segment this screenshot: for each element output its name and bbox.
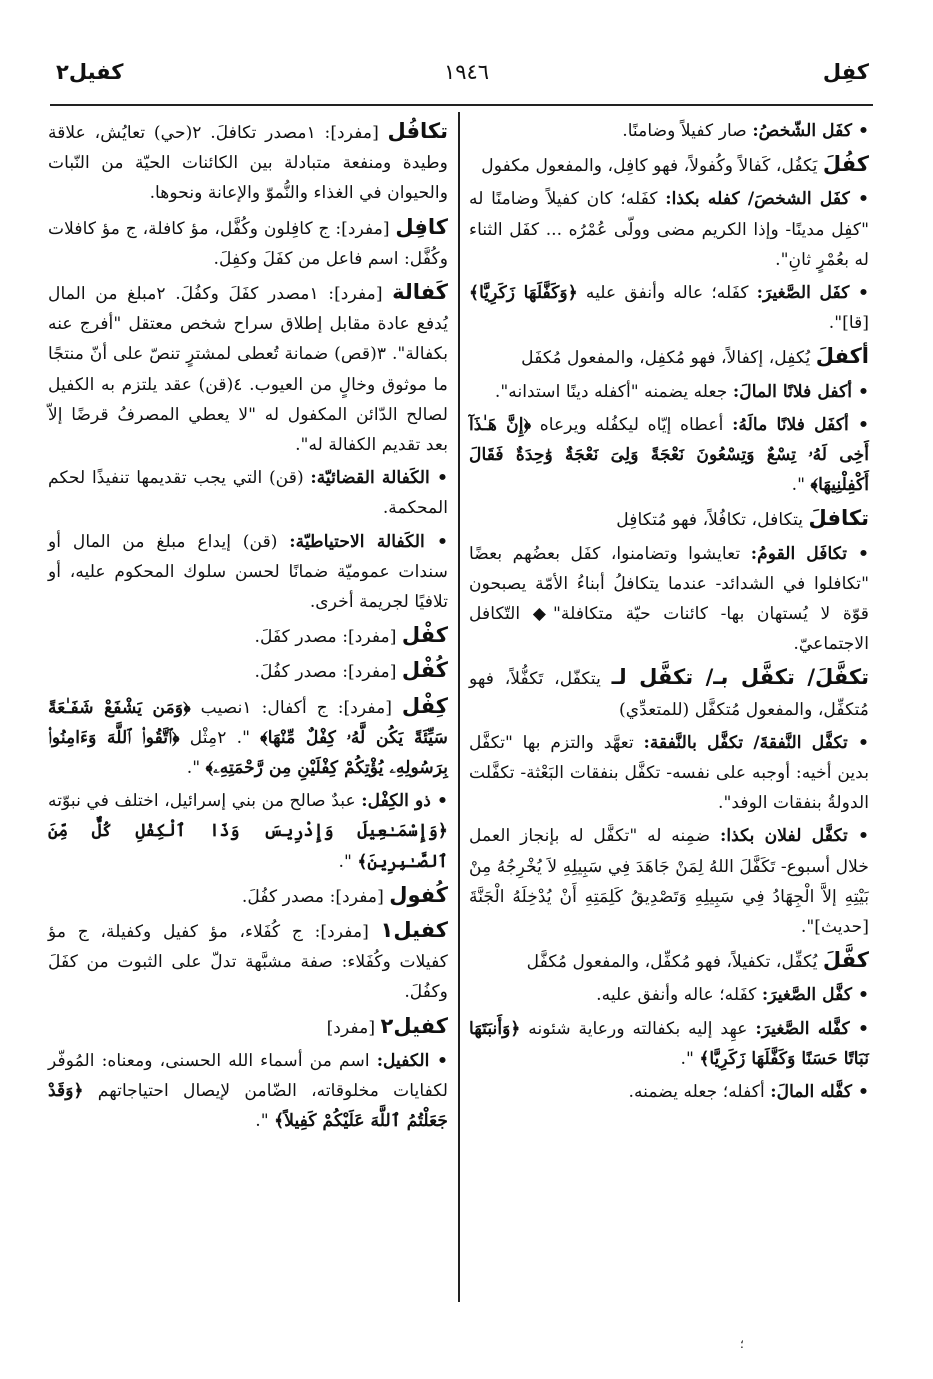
definition-text: ضمِنه له "تكفَّل له بإنجاز العمل خلال أسبوع- تَكَفَّلَ اللهُ لِمَنْ جَاهَدَ فِي سَبِيلِهِ لاَ يُخْرِجُهُ مِنْ بَيْتِهِ إلاَّ الْجِهَادُ فِي سَبِيلِهِ وَتَصْدِيقُ كَلِمَتِهِ أَنْ يُدْخِلَهُ الْجَنَّةَ [حديث]". (469, 826, 869, 938)
headword: تكافُل (387, 119, 448, 143)
entry-tail: ". (338, 851, 352, 872)
quran-quote: ﴿وَأَنبَتَهَا نَبَاتًا حَسَنًا وَكَفَّلَهَا زَكَرِيَّا﴾ (469, 1018, 869, 1069)
quran-quote: ﴿ٱتَّقُوا۟ ٱللَّهَ وَءَامِنُوا۟ بِرَسُولِهِۦ يُؤْتِكُمْ كِفْلَيْنِ مِن رَّحْمَتِهِۦ﴾ (48, 727, 448, 779)
subentry-term: • أكفَل فلانًا مالَهُ: (732, 414, 869, 435)
subentry-term: • كفَّل الصَّغيرَ: (761, 985, 869, 1006)
dictionary-entry (469, 1014, 869, 1074)
subentry-term: • الكفيل: (376, 1050, 448, 1071)
entry-tail: ". ٢مِثْل (179, 727, 250, 748)
subentry-term: • تكفَّل لفلان بكذا: (719, 826, 869, 847)
dictionary-entry (48, 620, 448, 652)
dictionary-entry (48, 1011, 448, 1043)
quran-quote: ﴿إِنَّ هَـٰذَآ أَخِى لَهُۥ تِسْعٌ وَتِسْعُونَ نَعْجَةً وَلِىَ نَعْجَةٌ وَٰحِدَةٌ فَقَالَ أَكْفِلْنِيهَا﴾ (469, 414, 869, 496)
definition-text: كفَله؛ عاله وأنفق عليه (577, 283, 757, 304)
headword: تكافلَ (808, 506, 869, 531)
definition-text: تعهَّد والتزم بها "تكفَّل بدين أخيه: أوجبه على نفسه- تكفَّل بنفقات البَعْثة- تكفَّلت الدولةُ بنفقات الوفد". (469, 732, 869, 814)
definition-text: صار كفيلاً وضامنًا. (622, 121, 753, 141)
dictionary-entry (48, 116, 448, 209)
definition-text: [مفرد]: ج كُفَلاء، مؤ كفيل وكفيلة، ج مؤ كفيلات وكُفَلاء: صفة مشبَّهة تدلّ على الثبوت من كفَلَ وكفُلَ. (48, 922, 448, 1003)
subentry-term: • تكفَّل النَّفقةَ/ تكفَّل بالنَّفقة: (643, 732, 869, 753)
definition-text: عبدٌ صالح من بني إسرائيل، اختلف في نبوّته (48, 791, 362, 812)
dictionary-entry (48, 527, 448, 618)
dictionary-entry (469, 410, 869, 501)
definition-text: [مفرد]: مصدر كفَلَ. (254, 627, 402, 648)
entry-tail: [قا]". (828, 313, 869, 334)
dictionary-entry (469, 821, 869, 942)
header-guide-word-right: كفِل (822, 60, 869, 84)
dictionary-entry (469, 184, 869, 275)
headword: كفيل٢ (380, 1013, 448, 1038)
dictionary-entry (469, 1077, 869, 1107)
dictionary-entry (48, 655, 448, 687)
subentry-term: • أكفل فلانًا المالَ: (732, 381, 869, 402)
dictionary-entry (48, 786, 448, 877)
subentry-term: • تكافَل القومُ: (750, 543, 870, 564)
dictionary-entry (469, 377, 869, 407)
definition-text: يُكفِل، إكفالاً، فهو مُكفِل، والمفعول مُكفَل (521, 348, 816, 369)
dictionary-entry (469, 980, 869, 1010)
subentry-term: • كفَل الشخصَ/ كفله بكذا: (665, 189, 869, 210)
headword: كفيل١ (380, 918, 448, 943)
definition-text: [مفرد]: مصدر كفُلَ. (241, 886, 390, 907)
definition-text: يَكفُل، كَفالاً وكُفولاً، فهو كافِل، والمفعول مكفول (481, 156, 823, 177)
dictionary-entry (48, 463, 448, 523)
headword: كُفول (389, 882, 448, 907)
dictionary-entry (469, 728, 869, 819)
definition-text: [مفرد]: ١مصدر تكافلَ. ٢(حي) تعايُش، علاقة وطيدة ومنفعة متبادلة بين الكائنات الحيّة من النّبات والحيوان في الغذاء والنُّموّ والإعانة ونحوها. (48, 123, 448, 204)
footer-mark: ؛ (740, 1337, 744, 1351)
headword: تكفَّلَ/ تكفَّل بـ/ تكفَّل لـ (611, 665, 870, 690)
dictionary-entry (469, 341, 869, 373)
dictionary-entry (48, 691, 448, 784)
definition-text: (قن) التي يجب تقديمها تنفيذًا لحكم المحكمة. (48, 468, 448, 519)
definition-text: تعايشوا وتضامنوا، كفَل بعضُهم بعضًا "تكافلوا في الشدائد- عندما يتكافلُ أبناءُ الأمّة يصبحون قوّة لا يُستهان بها- كائنات حيّة متكافلة"◆ التّكافل الاجتماعيّ. (469, 543, 869, 655)
dictionary-entry (469, 503, 869, 535)
definition-text: عهِد إليه بكفالته ورعاية شئونه (520, 1018, 756, 1039)
right-column (469, 116, 869, 1110)
quran-quote: ﴿وَكَفَّلَهَا زَكَرِيَّا﴾ (469, 283, 578, 304)
headword: كافِل (395, 214, 448, 239)
subentry-term: • كفَل الشّخصُ: (752, 121, 869, 141)
definition-text: (قن) إيداع مبلغ من المال أو سندات عموميّة ضمانًا لحسن سلوك المحكوم عليه، أو تلافيًا لجريمة أخرى. (48, 531, 448, 613)
dictionary-entry (469, 539, 869, 660)
dictionary-entry (469, 662, 869, 724)
subentry-term: • ذو الكِفْل: (361, 791, 448, 812)
quran-quote: ﴿وَمَن يَشْفَعْ شَفَـٰعَةً سَيِّئَةً يَكُن لَّهُۥ كِفْلٌ مِّنْهَا﴾ (48, 697, 448, 748)
entry-tail: ". (791, 475, 806, 496)
dictionary-entry (469, 278, 869, 338)
headword: كُفْل (401, 658, 448, 683)
headword: كفَّلَ (822, 948, 869, 973)
dictionary-entry (48, 212, 448, 274)
definition-text: [مفرد]: ج كافِلون وكُفَّل، مؤ كافلة، ج مؤ كافلات وكُفَّل: اسم فاعل من كفَلَ وكفِلَ. (48, 218, 448, 269)
definition-text: كفَله؛ كان كفيلاً وضامنًا له "كفِل مدينًا- وإذا الكريم مضى وولّى عُمْرُه ... كفَل الثناء له بعُمْرٍ ثانِ". (469, 189, 869, 270)
page-number: ١٩٤٦ (443, 60, 490, 84)
subentry-term: • الكَفالة القضائيّة: (310, 468, 449, 489)
column-divider (458, 112, 460, 1302)
headword: كفُلَ (822, 152, 869, 177)
header-guide-word-left: كفيل٢ (56, 60, 124, 84)
subentry-term: • كفَّله المالَ: (770, 1082, 869, 1103)
definition-text: كفَله؛ عاله وأنفق عليه. (596, 985, 762, 1006)
definition-text: جعله يضمنه "أكفله دينًا استدانه". (494, 381, 733, 402)
quran-quote: ﴿وَإِسْمَـٰعِيلَ وَإِدْرِيسَ وَذَا ٱلْكِفْلِ كُلٌّ مِّنَ ٱلصَّـٰبِرِينَ﴾ (48, 821, 448, 872)
definition-text: [مفرد]: ١مصدر كفَلَ وكفُلَ. ٢مبلغ من المال يُدفع عادة مقابل إطلاق سراح شخص معتقل "أفرج عنه بكفالة". ٣(قص) ضمانة تُعطى لمشترٍ تنصّ على أنّ منتجًا ما موثوق وخالٍ من العيوب. ٤(قن) عقد يلتزم به الكفيل لصالح الدّائن المكفول له "لا يعطي المصرفُ قرضًا إلاّ بعد تقديم الكفالة له". (48, 284, 448, 456)
left-column (48, 116, 448, 1140)
definition-text: يتكفّل، تَكفُّلاً، فهو مُتكفِّل، والمفعول مُتكفَّل (للمتعدِّي) (469, 669, 869, 720)
definition-text: اسم من أسماء الله الحسنى، ومعناه: المُوفّر لكفايات مخلوقاته، الضّامن لإيصال احتياجاتهم (48, 1050, 448, 1102)
definition-text: أعطاه إيّاه ليكفُله ويرعاه (531, 414, 733, 435)
definition-text: يتكافل، تكافُلاً، فهو مُتكافِل (616, 510, 809, 531)
dictionary-entry (469, 116, 869, 146)
entry-tail: ". (186, 758, 201, 779)
headword: كِفْل (401, 693, 448, 718)
subentry-term: • كفَل الصَّغيرَ: (756, 283, 869, 304)
headword: أكفلَ (815, 344, 869, 369)
subentry-term: • كفَّله الصَّغيرَ: (755, 1018, 869, 1039)
headword: كَفالة (392, 280, 449, 305)
headword: كفْل (401, 623, 448, 648)
entry-tail: ". (680, 1048, 694, 1069)
dictionary-entry (48, 277, 448, 460)
subentry-term: • الكَفالة الاحتياطيّة: (289, 531, 449, 552)
header-rule (50, 104, 873, 106)
dictionary-entry (469, 945, 869, 977)
definition-text: يُكفِّل، تكفيلاً، فهو مُكفِّل، والمفعول مُكفَّل (526, 952, 823, 973)
dictionary-entry (469, 149, 869, 181)
definition-text: أكفله؛ جعله يضمنه. (628, 1082, 771, 1103)
definition-text: [مفرد] (326, 1017, 381, 1038)
definition-text: [مفرد]: مصدر كفُلَ. (254, 662, 402, 683)
dictionary-entry (48, 880, 448, 912)
entry-tail: ". (255, 1111, 269, 1132)
dictionary-entry (48, 1046, 448, 1137)
dictionary-entry (48, 915, 448, 1008)
definition-text: [مفرد]: ج أكفال: ١نصيب (190, 697, 402, 718)
quran-quote: ﴿وَقَدْ جَعَلْتُمُ ٱللَّهَ عَلَيْكُمْ كَفِيلاً﴾ (48, 1081, 448, 1132)
